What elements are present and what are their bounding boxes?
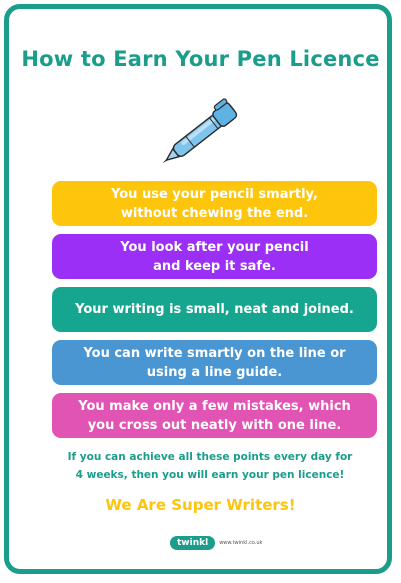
achievement-note: If you can achieve all these points every day for 4 weeks, then you will earn your pen licence! <box>67 451 353 481</box>
rule-card-small-neat-writing: Your writing is small, neat and joined. <box>52 287 377 332</box>
logo-url: www.twinkl.co.uk <box>219 540 263 546</box>
slogan: We Are Super Writers! <box>105 496 296 514</box>
logo-brand: twinkl <box>170 536 215 550</box>
rule-card-write-on-line: You can write smartly on the line or using a line guide. <box>52 340 377 385</box>
page-title: How to Earn Your Pen Licence <box>21 47 380 71</box>
rule-card-pencil-smartly: You use your pencil smartly, without chewing the end. <box>52 181 377 226</box>
rule-card-look-after-pencil: You look after your pencil and keep it safe. <box>52 234 377 279</box>
rule-card-few-mistakes: You make only a few mistakes, which you cross out neatly with one line. <box>52 393 377 438</box>
pen-icon <box>150 90 260 170</box>
rules-list <box>52 181 377 446</box>
twinkl-logo <box>170 536 262 550</box>
